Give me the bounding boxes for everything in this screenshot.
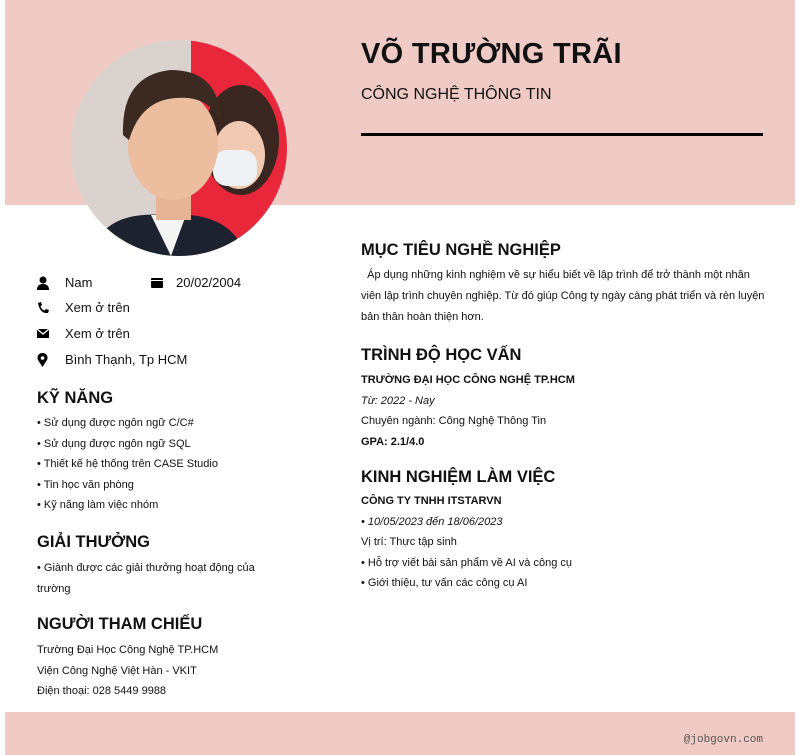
objective-line: bản thân hoàn thiện hơn. [361,310,484,323]
skill-item: • Kỹ năng làm việc nhóm [37,499,159,511]
gender-value: Nam [65,275,93,290]
address-row [37,352,187,367]
objective-line: Áp dụng những kinh nghiệm về sự hiểu biết về lập trình để trở thành một nhân [361,269,750,281]
reference-line: Điện thoại: 028 5449 9988 [37,685,167,697]
company-name: CÔNG TY TNHH ITSTARVN [361,495,502,507]
experience-task: • Hỗ trợ viết bài sản phẩm về AI và công cụ [361,556,573,569]
user-icon [37,276,65,290]
location-pin-icon [37,353,65,367]
envelope-icon [37,329,65,338]
calendar-icon [151,278,176,288]
skill-item: • Thiết kế hệ thống trên CASE Studio [37,458,218,470]
watermark: @jobgovn.com [683,734,763,746]
awards-heading: GIẢI THƯỞNG [37,533,151,551]
awards-text [37,558,255,599]
award-line: • Giành được các giải thưởng hoạt động của [37,562,255,574]
education-period: Từ: 2022 - Nay [361,394,435,407]
award-line: trường [37,582,71,595]
objective-text [361,265,764,327]
skills-list [37,413,218,516]
address-value: Bình Thạnh, Tp HCM [65,352,188,367]
education-gpa: GPA: 2.1/4.0 [361,435,425,448]
profile-photo [71,40,287,256]
objective-line: viên lập trình chuyên nghiệp. Từ đó giúp Công ty ngày càng phát triển và rèn luyện [361,289,765,302]
skill-item: • Sử dụng được ngôn ngữ C/C# [37,417,194,429]
experience-task: • Giới thiệu, tư vấn các công cụ AI [361,577,528,589]
email-row [37,326,130,341]
footer-band [5,712,795,755]
experience-heading: KINH NGHIỆM LÀM VIỆC [361,468,556,486]
education-heading: TRÌNH ĐỘ HỌC VẤN [361,346,522,364]
school-name: TRƯỜNG ĐẠI HỌC CÔNG NGHỆ TP.HCM [361,374,575,386]
experience-position: Vị trí: Thực tập sinh [361,536,457,548]
experience-details [361,491,572,594]
skills-heading: KỸ NĂNG [37,389,114,407]
candidate-name: VÕ TRƯỜNG TRÃI [361,38,622,70]
phone-row [37,300,130,315]
phone-icon [37,302,65,314]
skill-item: • Tin học văn phòng [37,478,134,491]
education-details [361,370,575,452]
dob-row [151,275,241,290]
reference-line: Trường Đại Học Công Nghệ TP.HCM [37,644,219,656]
references-text [37,640,218,702]
skill-item: • Sử dụng được ngôn ngữ SQL [37,437,191,450]
divider [361,133,763,136]
email-value: Xem ở trên [65,326,130,341]
gender-row [37,275,92,290]
education-major: Chuyên ngành: Công Nghệ Thông Tin [361,415,547,427]
reference-line: Viện Công Nghệ Việt Hàn - VKIT [37,664,197,677]
experience-period: • 10/05/2023 đến 18/06/2023 [361,515,503,528]
dob-value: 20/02/2004 [176,275,242,290]
candidate-title: CÔNG NGHỆ THÔNG TIN [361,86,552,103]
objective-heading: MỤC TIÊU NGHỀ NGHIỆP [361,241,561,259]
phone-value: Xem ở trên [65,300,130,315]
references-heading: NGƯỜI THAM CHIẾU [37,615,203,633]
